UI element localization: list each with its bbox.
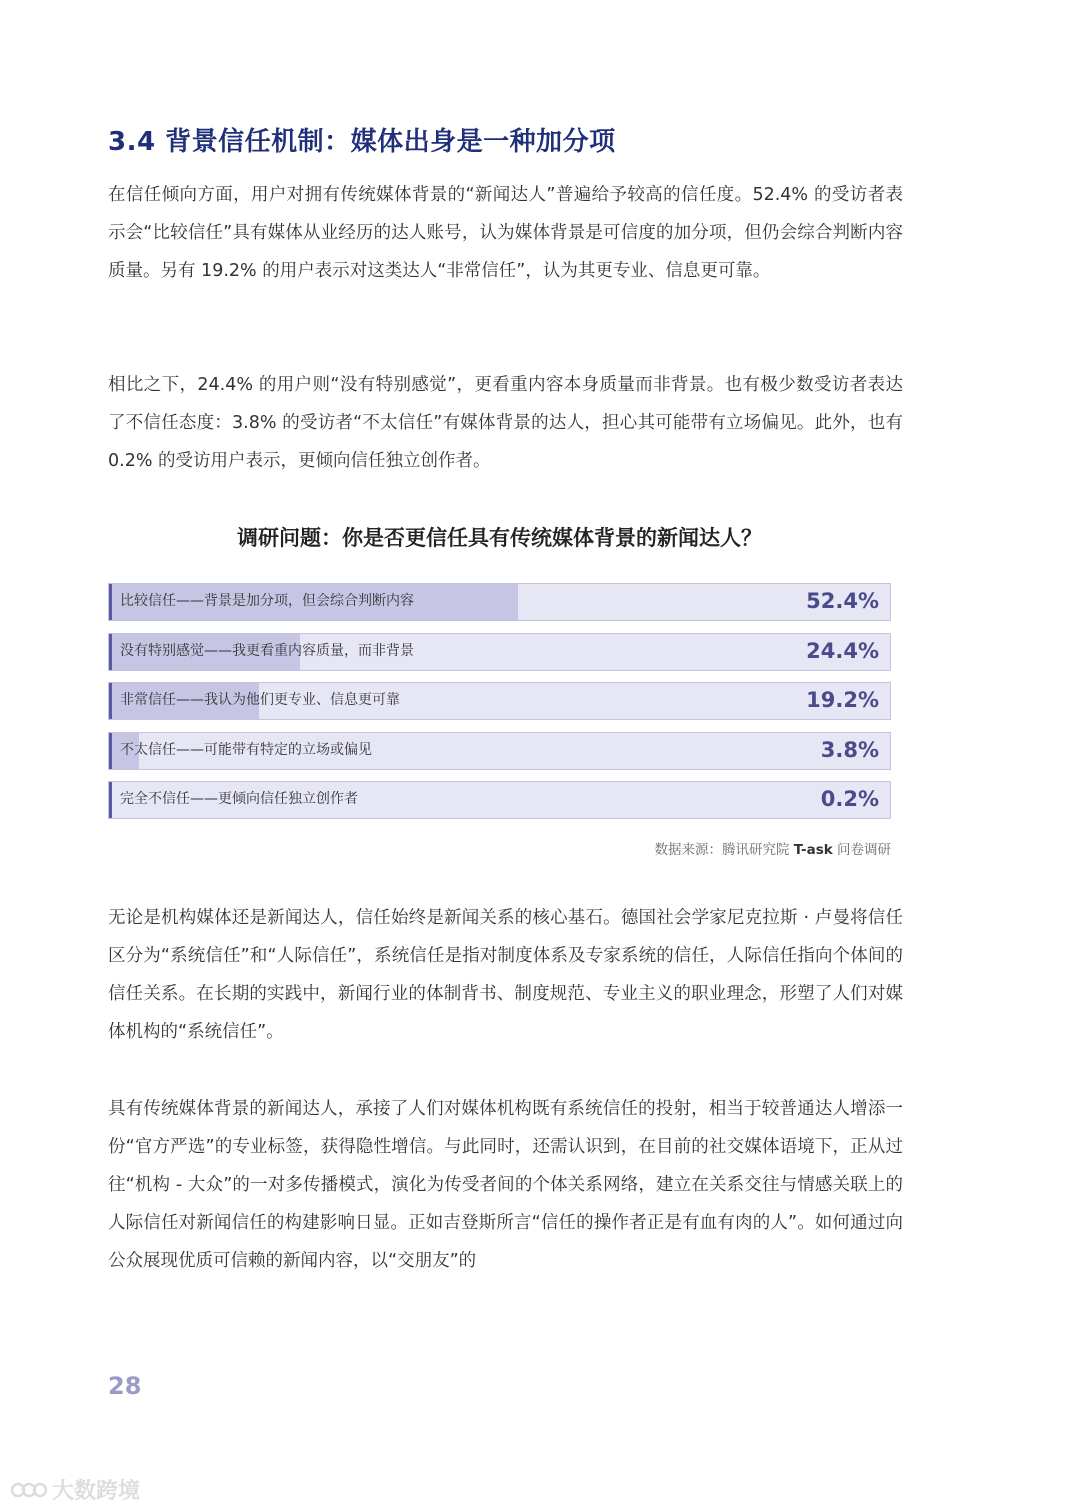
chart-data-label: 19.2% [806,688,879,712]
chart-data-label: 0.2% [820,787,879,811]
chart-data-label: 24.4% [806,638,879,663]
source-suffix: 问卷调研 [832,842,891,858]
watermark-text: 大数跨境 [52,1479,141,1504]
data-source [654,838,891,858]
chart-data-label: 3.8% [820,737,879,762]
source-brand: T-ask [793,842,833,858]
chart-bar-row [108,732,891,770]
chart-bar-label: 不太信任——可能带有特定的立场或偏见 [120,741,372,758]
paragraph-trust-tendency: 在信任倾向方面，用户对拥有传统媒体背景的“新闻达人”普遍给予较高的信任度。52.4% 的受访者表示会“比较信任”具有媒体从业经历的达人账号，认为媒体背景是可信度的加分项，但仍会综合判断内容质量。另有 19.2% 的用户表示对这类达人“非常信任”，认为其更专业、信息更可靠。 [108,185,903,281]
paragraph-trust-theory: 无论是机构媒体还是新闻达人，信任始终是新闻关系的核心基石。德国社会学家尼克拉斯 · 卢曼将信任区分为“系统信任”和“人际信任”，系统信任是指对制度体系及专家系统的信任，人际信任指向个体间的信任关系。在长期的实践中，新闻行业的体制背书、制度规范、专业主义的职业理念，形塑了人们对媒体机构的“系统信任”。 [108,908,903,1042]
paragraph-media-background: 具有传统媒体背景的新闻达人，承接了人们对媒体机构既有系统信任的投射，相当于较普通达人增添一份“官方严选”的专业标签，获得隐性增信。与此同时，还需认识到，在目前的社交媒体语境下，正从过往“机构 - 大众”的一对多传播模式，演化为传受者间的个体关系网络，建立在关系交往与情感关联上的人际信任对新闻信任的构建影响日显。正如吉登斯所言“信任的操作者正是有血有肉的人”。如何通过向公众展现优质可信赖的新闻内容，以“交朋友”的 [108,1099,903,1271]
section-title: 3.4 背景信任机制：媒体出身是一种加分项 [108,127,616,158]
chart-bar [109,782,112,818]
chart-bar-label: 比较信任——背景是加分项，但会综合判断内容 [120,593,414,609]
chart-bar-label: 完全不信任——更倾向信任独立创作者 [120,791,358,807]
chart-bar-row [108,633,891,671]
chart-title: 调研问题：你是否更信任具有传统媒体背景的新闻达人？ [237,526,762,550]
chart-bar-label: 没有特别感觉——我更看重内容质量，而非背景 [120,642,414,659]
chart-data-label: 52.4% [806,589,879,613]
watermark [10,1474,140,1505]
paragraph-comparison: 相比之下，24.4% 的用户则“没有特别感觉”，更看重内容本身质量而非背景。也有极少数受访者表达了不信任态度：3.8% 的受访者“不太信任”有媒体背景的达人，担心其可能带有立场偏见。此外，也有 0.2% 的受访用户表示，更倾向信任独立创作者。 [108,375,903,471]
watermark-logo-icon [10,1479,48,1501]
source-prefix: 数据来源：腾讯研究院 [654,842,794,858]
chart-bar-label: 非常信任——我认为他们更专业、信息更可靠 [120,692,400,708]
chart-bar-row [108,583,891,621]
chart-bar-row [108,781,891,819]
page-number: 28 [108,1372,142,1400]
chart-bar-row [108,682,891,720]
bar-chart [108,583,891,831]
